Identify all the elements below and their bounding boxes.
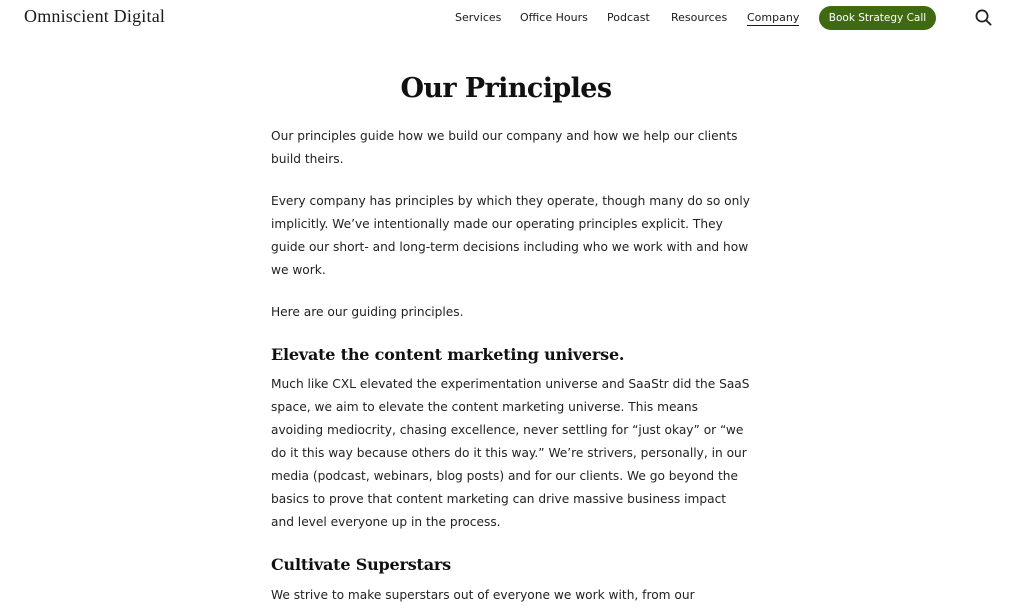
site-header bbox=[0, 0, 1024, 36]
page-title: Our Principles bbox=[400, 73, 612, 104]
section-body: Much like CXL elevated the experimentation universe and SaaStr did the SaaS space, we aim to elevate the content marketing universe. This means avoiding mediocrity, chasing excellence, never settling for “just okay” or “we do it this way because others do it this way.” We’re strivers, personally, in our media (podcast, webinars, blog posts) and for our clients. We go beyond the basics to prove that content marketing can drive massive business impact and level everyone up in the process. bbox=[271, 377, 750, 529]
section-heading: Cultivate Superstars bbox=[271, 555, 451, 574]
section-body: We strive to make superstars out of everyone we work with, from our bbox=[271, 588, 695, 602]
intro-paragraph: Every company has principles by which they operate, though many do so only implicitly. We’ve intentionally made our operating principles explicit. They guide our short- and long-term decisions including who we work with and how we work. bbox=[271, 194, 750, 277]
intro-paragraph: Here are our guiding principles. bbox=[271, 305, 464, 319]
nav-services[interactable]: Services bbox=[455, 11, 502, 24]
nav-podcast[interactable]: Podcast bbox=[607, 11, 650, 24]
book-strategy-call-button[interactable]: Book Strategy Call bbox=[819, 6, 936, 30]
nav-company[interactable]: Company bbox=[747, 11, 800, 24]
nav-resources[interactable]: Resources bbox=[671, 11, 728, 24]
site-logo[interactable]: Omniscient Digital bbox=[24, 6, 166, 26]
intro-paragraph: Our principles guide how we build our company and how we help our clients build theirs. bbox=[271, 129, 738, 166]
main-content bbox=[271, 70, 751, 607]
section-heading: Elevate the content marketing universe. bbox=[271, 345, 625, 364]
nav-office-hours[interactable]: Office Hours bbox=[520, 11, 588, 24]
search-icon[interactable] bbox=[975, 9, 992, 26]
